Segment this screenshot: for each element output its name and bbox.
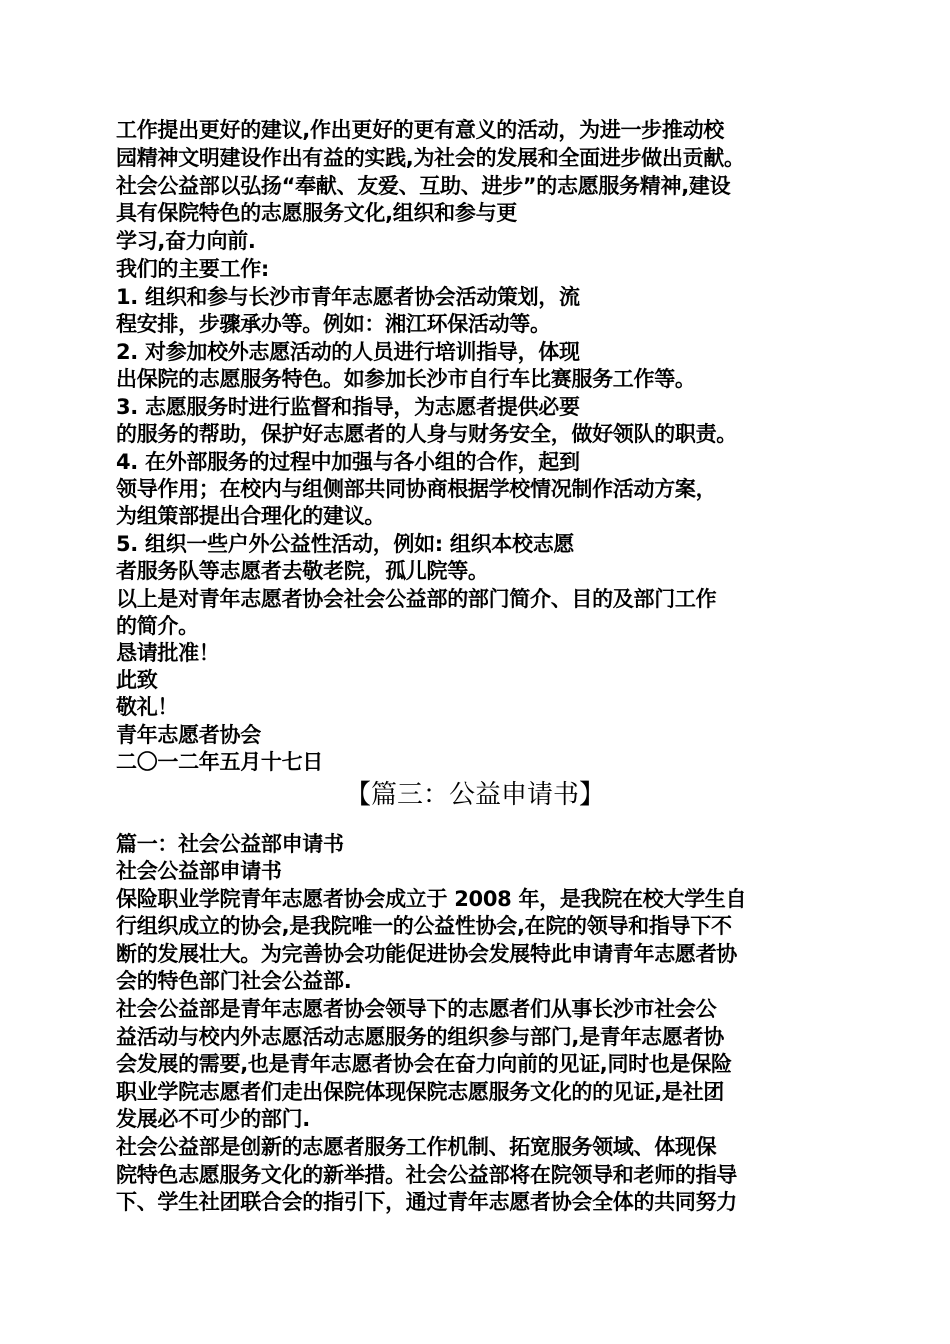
signature-date: 二〇一二年五月十七日 <box>116 750 323 774</box>
text-line: 职业学院志愿者们走出保院体现保院志愿服务文化的的见证,是社团 <box>116 1080 724 1104</box>
text-line: 园精神文明建设作出有益的实践,为社会的发展和全面进步做出贡献。 <box>116 146 745 170</box>
text-line: 3. 志愿服务时进行监督和指导，为志愿者提供必要 <box>116 395 580 419</box>
text-line: 出保院的志愿服务特色。如参加长沙市自行车比赛服务工作等。 <box>116 367 696 391</box>
text-line: 断的发展壮大。为完善协会功能促进协会发展特此申请青年志愿者协 <box>116 942 737 966</box>
text-line: 学习,奋力向前. <box>116 229 256 253</box>
text-line: 以上是对青年志愿者协会社会公益部的部门简介、目的及部门工作 <box>116 587 717 611</box>
section-heading: 【篇三：公益申请书】 <box>344 780 605 810</box>
text-line: 2. 对参加校外志愿活动的人员进行培训指导，体现 <box>116 340 580 364</box>
text-line: 会发展的需要,也是青年志愿者协会在奋力向前的见证,同时也是保险 <box>116 1052 732 1076</box>
text-line: 此致 <box>116 668 158 692</box>
text-line: 1. 组织和参与长沙市青年志愿者协会活动策划，流 <box>116 285 580 309</box>
text-line: 会的特色部门社会公益部. <box>116 969 352 993</box>
text-line: 行组织成立的协会,是我院唯一的公益性协会,在院的领导和指导下不 <box>116 914 732 938</box>
text-line: 的简介。 <box>116 614 199 638</box>
text-line: 社会公益部是创新的志愿者服务工作机制、拓宽服务领域、体现保 <box>116 1135 717 1159</box>
signature-organization: 青年志愿者协会 <box>116 723 261 747</box>
text-line: 5. 组织一些户外公益性活动，例如: 组织本校志愿 <box>116 532 575 556</box>
article-title: 篇一：社会公益部申请书 <box>116 832 344 856</box>
text-line: 恳请批准！ <box>116 641 220 665</box>
text-line: 程安排，步骤承办等。例如：湘江环保活动等。 <box>116 312 551 336</box>
text-line: 社会公益部以弘扬“奉献、友爱、互助、进步”的志愿服务精神,建设 <box>116 174 731 198</box>
text-line: 工作提出更好的建议,作出更好的更有意义的活动，为进一步推动校 <box>116 118 724 142</box>
text-line: 4. 在外部服务的过程中加强与各小组的合作，起到 <box>116 450 580 474</box>
text-line: 益活动与校内外志愿活动志愿服务的组织参与部门,是青年志愿者协 <box>116 1025 724 1049</box>
text-line: 为组策部提出合理化的建议。 <box>116 504 386 528</box>
text-line: 的服务的帮助，保护好志愿者的人身与财务安全，做好领队的职责。 <box>116 422 737 446</box>
text-line: 者服务队等志愿者去敬老院，孤儿院等。 <box>116 559 489 583</box>
text-line: 院特色志愿服务文化的新举措。社会公益部将在院领导和老师的指导 <box>116 1163 737 1187</box>
text-line: 具有保院特色的志愿服务文化,组织和参与更 <box>116 201 517 225</box>
text-line: 我们的主要工作: <box>116 257 269 281</box>
article-subtitle: 社会公益部申请书 <box>116 859 282 883</box>
text-line: 发展必不可少的部门. <box>116 1107 310 1131</box>
text-line: 敬礼！ <box>116 695 179 719</box>
text-line: 社会公益部是青年志愿者协会领导下的志愿者们从事长沙市社会公 <box>116 997 717 1021</box>
text-line: 保险职业学院青年志愿者协会成立于 2008 年，是我院在校大学生自 <box>116 887 747 911</box>
text-line: 领导作用；在校内与组侧部共同协商根据学校情况制作活动方案， <box>116 477 717 501</box>
text-line: 下、学生社团联合会的指引下，通过青年志愿者协会全体的共同努力 <box>116 1190 737 1214</box>
